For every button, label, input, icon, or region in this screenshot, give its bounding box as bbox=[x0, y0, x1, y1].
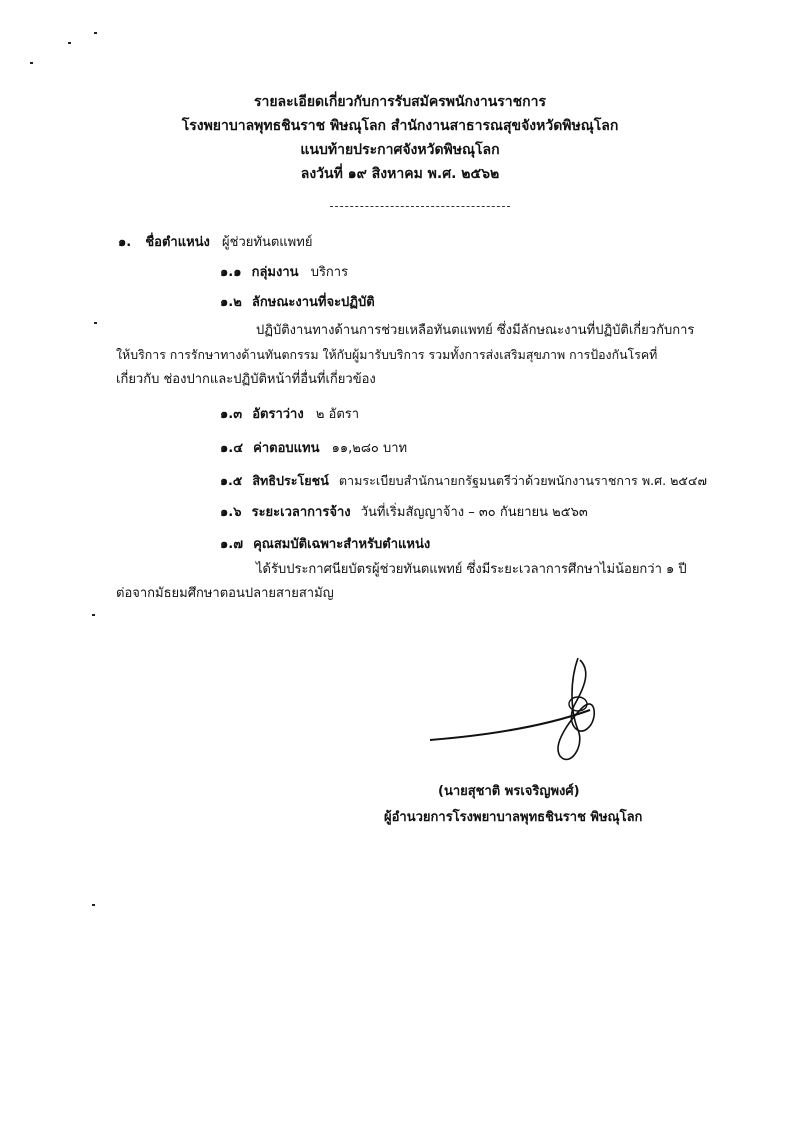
item-label: ระยะเวลาการจ้าง bbox=[251, 505, 351, 520]
item-label: คุณสมบัติเฉพาะสำหรับตำแหน่ง bbox=[253, 537, 431, 552]
item-value: วันที่เริ่มสัญญาจ้าง – ๓๐ กันยายน ๒๕๖๓ bbox=[360, 505, 588, 520]
item-1-3 bbox=[220, 406, 359, 424]
section-heading bbox=[118, 234, 312, 252]
item-1-4 bbox=[220, 440, 407, 458]
item-label: อัตราว่าง bbox=[252, 407, 304, 422]
scan-speck bbox=[94, 32, 97, 34]
header-divider bbox=[330, 206, 510, 207]
duties-line-3: เกี่ยวกับ ช่องปากและปฏิบัติหน้าที่อื่นที่เกี่ยวข้อง bbox=[116, 372, 376, 387]
item-value: บริการ bbox=[310, 265, 349, 280]
item-1-1 bbox=[220, 264, 348, 282]
announcement-date: ลงวันที่ ๑๙ สิงหาคม พ.ศ. ๒๕๖๒ bbox=[300, 166, 500, 182]
scan-speck bbox=[92, 614, 95, 616]
item-number: ๑.๖ bbox=[220, 505, 242, 520]
section-label: ชื่อตำแหน่ง bbox=[145, 235, 210, 250]
duties-line-1: ปฏิบัติงานทางด้านการช่วยเหลือทันตแพทย์ ซึ่งมีลักษณะงานที่ปฏิบัติเกี่ยวกับการ bbox=[256, 323, 695, 338]
item-1-7 bbox=[220, 536, 430, 554]
item-number: ๑.๒ bbox=[220, 295, 242, 310]
signature-mark bbox=[420, 650, 640, 780]
scan-speck bbox=[30, 62, 33, 64]
item-value: ๒ อัตรา bbox=[315, 407, 360, 422]
item-1-5 bbox=[220, 472, 707, 490]
item-number: ๑.๗ bbox=[220, 537, 243, 552]
hospital-name: โรงพยาบาลพุทธชินราช พิษณุโลก สำนักงานสาธารณสุขจังหวัดพิษณุโลก bbox=[181, 118, 619, 134]
item-1-2 bbox=[220, 294, 375, 312]
qualifications-line-2: ต่อจากมัธยมศึกษาตอนปลายสายสามัญ bbox=[116, 586, 334, 601]
section-value: ผู้ช่วยทันตแพทย์ bbox=[222, 235, 313, 250]
item-label: กลุ่มงาน bbox=[251, 265, 299, 280]
item-label: สิทธิประโยชน์ bbox=[252, 473, 329, 488]
duties-line-2: ให้บริการ การรักษาทางด้านทันตกรรม ให้กับผู้มารับบริการ รวมทั้งการส่งเสริมสุขภาพ การป้องกันโรคที่ bbox=[116, 347, 658, 362]
item-number: ๑.๕ bbox=[220, 473, 243, 488]
item-number: ๑.๑ bbox=[220, 265, 242, 280]
item-value: ๑๑,๒๘๐ บาท bbox=[331, 441, 408, 456]
announcement-ref: แนบท้ายประกาศจังหวัดพิษณุโลก bbox=[300, 142, 500, 158]
signatory-name: (นายสุชาติ พรเจริญพงศ์) bbox=[438, 784, 580, 799]
scan-speck bbox=[94, 322, 97, 324]
signatory-title: ผู้อำนวยการโรงพยาบาลพุทธชินราช พิษณุโลก bbox=[384, 810, 643, 825]
item-value: ตามระเบียบสำนักนายกรัฐมนตรีว่าด้วยพนักงานราชการ พ.ศ. ๒๕๔๗ bbox=[338, 473, 707, 488]
qualifications-line-1: ได้รับประกาศนียบัตรผู้ช่วยทันตแพทย์ ซึ่งมีระยะเวลาการศึกษาไม่น้อยกว่า ๑ ปี bbox=[256, 562, 687, 577]
item-1-6 bbox=[220, 504, 588, 522]
scan-speck bbox=[68, 42, 71, 44]
item-number: ๑.๓ bbox=[220, 407, 243, 422]
item-label: ค่าตอบแทน bbox=[253, 441, 320, 456]
scan-speck bbox=[92, 904, 95, 906]
section-number: ๑. bbox=[118, 235, 132, 250]
item-label: ลักษณะงานที่จะปฏิบัติ bbox=[251, 295, 375, 310]
document-title: รายละเอียดเกี่ยวกับการรับสมัครพนักงานราชการ bbox=[253, 94, 547, 110]
item-number: ๑.๔ bbox=[220, 441, 244, 456]
